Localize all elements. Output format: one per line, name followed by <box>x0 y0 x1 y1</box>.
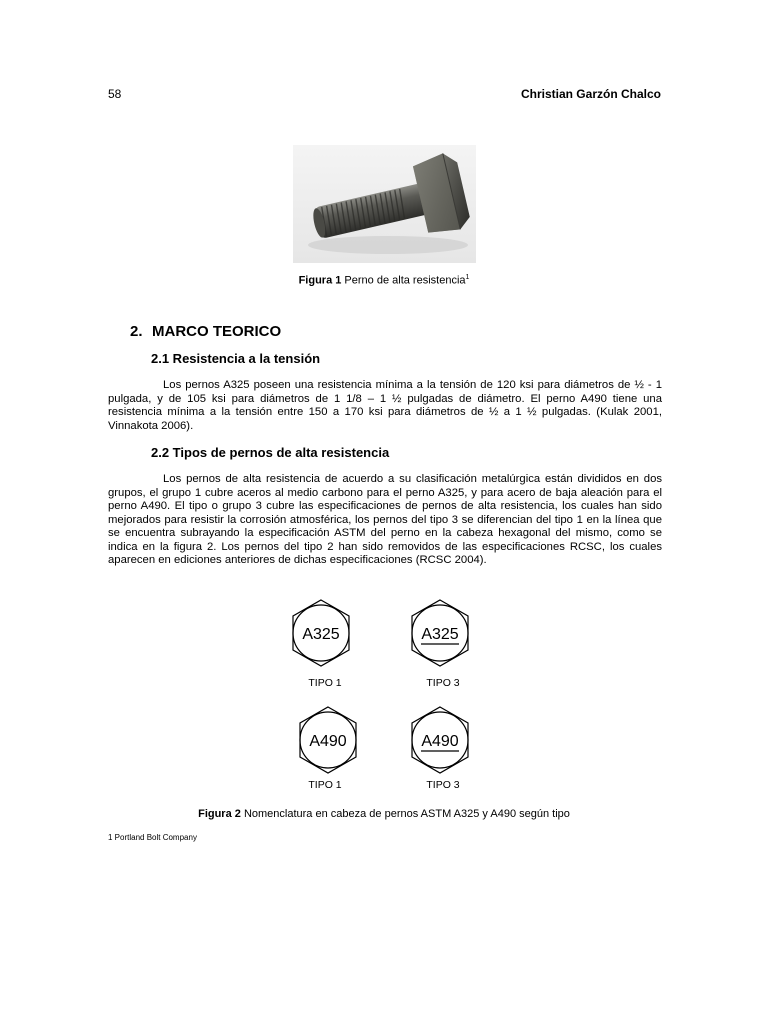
bolt-head-a325-tipo-1 <box>293 600 349 689</box>
author-name: Christian Garzón Chalco <box>520 87 661 101</box>
bolt-marking: A325 <box>302 626 340 643</box>
bolt-head-markings-figure <box>287 598 483 798</box>
section-heading <box>130 323 281 340</box>
section-number: 2. <box>130 323 143 340</box>
bolt-head-a490-tipo-3 <box>412 707 468 791</box>
subsection-1-heading: 2.1 Resistencia a la tensión <box>151 351 321 366</box>
section-title: MARCO TEORICO <box>152 323 282 340</box>
bolt-head-a325-tipo-3 <box>412 600 468 689</box>
figure-2-text: Nomenclatura en cabeza de pernos ASTM A325 y A490 según tipo <box>240 808 570 820</box>
page-number: 58 <box>108 87 122 101</box>
figure-1-text: Perno de alta resistencia <box>341 274 466 287</box>
subsection-2-heading: 2.2 Tipos de pernos de alta resistencia <box>151 445 390 460</box>
bolt-type-label: TIPO 3 <box>426 677 460 689</box>
bolt-type-label: TIPO 3 <box>426 779 460 791</box>
bolt-head-a490-tipo-1 <box>300 707 356 791</box>
subsection-2-paragraph: Los pernos de alta resistencia de acuerdo a su clasificación metalúrgica están divididos en dos grupos, el grupo 1 cubre aceros al medio carbono para el perno A325, y para acero de baja aleación para el perno A490. El tipo o grupo 3 cubre las especificaciones de pernos de alta resistencia, los cuales han sido mejorados para resistir la corrosión atmosférica, los pernos del tipo 3 se diferencian del tipo 1 en la línea que se encuentra subrayando la especificación ASTM del perno en la cabeza hexagonal del mismo, como se indica en la figura 2. Los pernos del tipo 2 han sido removidos de las especificaciones RCSC, los cuales aparecen en ediciones anteriores de dichas especificaciones (RCSC 2004). <box>108 473 662 566</box>
footnote: 1 Portland Bolt Company <box>108 833 197 842</box>
figure-1-label: Figura 1 <box>298 274 342 287</box>
bolt-type-label: TIPO 1 <box>308 779 342 791</box>
bolt-marking: A490 <box>309 733 347 750</box>
subsection-1-paragraph: Los pernos A325 poseen una resistencia mínima a la tensión de 120 ksi para diámetros de ½ - 1 pulgada, y de 105 ksi para diámetros de 1 1/8 – 1 ½ pulgadas de diámetro. El perno A490 tiene una resistencia mínima a la tensión entre 150 a 170 ksi para diámetros de ½ a 1 ½ pulgadas. (Kulak 2001, Vinnakota 2006). <box>108 379 662 432</box>
bolt-photo <box>293 145 476 263</box>
bolt-marking: A325 <box>421 626 459 643</box>
bolt-marking: A490 <box>421 733 459 750</box>
page-header <box>108 87 661 103</box>
figure-1-caption <box>0 274 768 287</box>
bolt-type-label: TIPO 1 <box>308 677 342 689</box>
figure-2-caption <box>0 808 768 820</box>
footnote-reference: 1 <box>465 274 470 281</box>
figure-2-label: Figura 2 <box>198 808 241 820</box>
